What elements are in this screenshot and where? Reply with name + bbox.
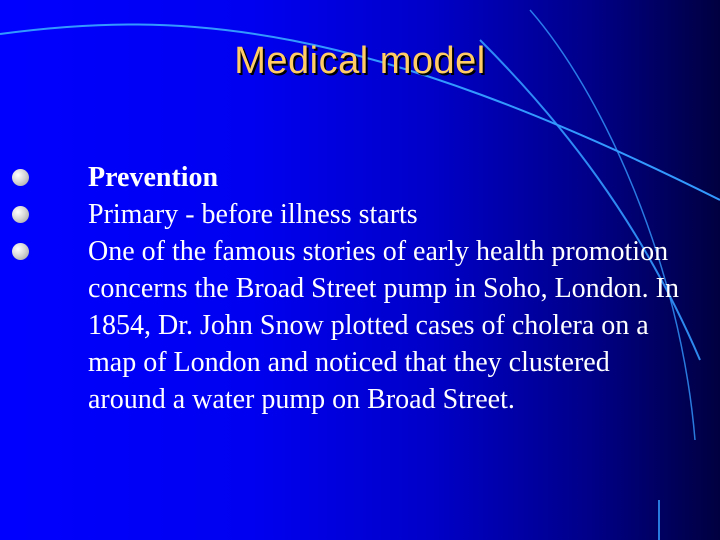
bullet-list: [12, 159, 692, 418]
bullet-dot-icon: [12, 243, 29, 260]
bullet-item-prevention: [12, 159, 692, 196]
bullet-text: Primary - before illness starts: [88, 199, 418, 230]
bullet-item-story: [12, 233, 692, 418]
bullet-text: One of the famous stories of early health promotion concerns the Broad Street pump in Soho, London. In 1854, Dr. John Snow plotted cases of cholera on a map of London and noticed that they clustered around a water pump on Broad Street.: [88, 236, 680, 415]
bullet-dot-icon: [12, 206, 29, 223]
slide-title: Medical model: [234, 40, 486, 82]
bullet-item-primary: [12, 196, 692, 233]
bullet-dot-icon: [12, 169, 29, 186]
bullet-text: Prevention: [88, 162, 219, 193]
